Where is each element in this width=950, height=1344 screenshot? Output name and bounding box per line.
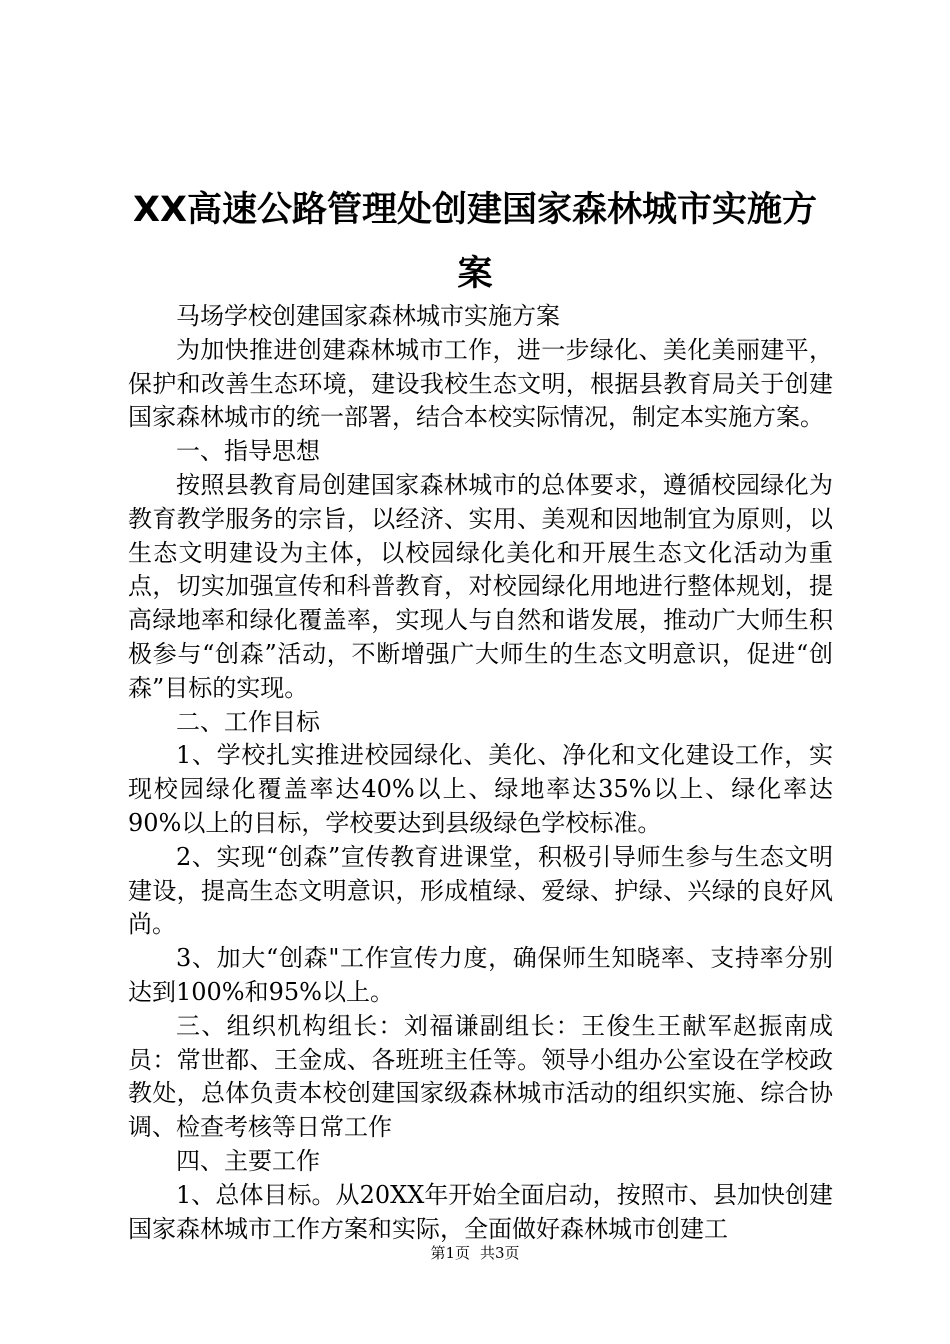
page-number: 第1页: [430, 1244, 470, 1262]
paragraph-guiding-ideology: 按照县教育局创建国家森林城市的总体要求，遵循校园绿化为教育教学服务的宗旨，以经济、实用、美观和因地制宜为原则，以生态文明建设为主体，以校园绿化美化和开展生态文化活动为重点，切实加强宣传和科普教育，对校园绿化用地进行整体规划，提高绿地率和绿化覆盖率，实现人与自然和谐发展，推动广大师生积极参与“创森”活动，不断增强广大师生的生态文明意识，促进“创森”目标的实现。: [128, 470, 833, 702]
document-body: [128, 300, 833, 1246]
page-total: 共3页: [480, 1244, 520, 1262]
paragraph-subtitle: 马场学校创建国家森林城市实施方案: [176, 302, 560, 330]
paragraph-goal-2: 2、实现“创森”宣传教育进课堂，积极引导师生参与生态文明建设，提高生态文明意识，形成植绿、爱绿、护绿、兴绿的良好风尚。: [128, 842, 833, 939]
document-title: XX高速公路管理处创建国家森林城市实施方案: [133, 190, 817, 294]
section-heading-guiding-ideology: 一、指导思想: [176, 437, 320, 466]
paragraph-goal-3: 3、加大“创森"工作宣传力度，确保师生知晓率、支持率分别达到100%和95%以上。: [128, 944, 833, 1006]
paragraph-intro: 为加快推进创建森林城市工作，进一步绿化、美化美丽建平，保护和改善生态环境，建设我校生态文明，根据县教育局关于创建国家森林城市的统一部署，结合本校实际情况，制定本实施方案。: [128, 335, 833, 432]
section-heading-work-goals: 二、工作目标: [176, 707, 320, 736]
section-heading-main-work: 四、主要工作: [176, 1146, 320, 1175]
paragraph-main-work-1: 1、总体目标。从20XX年开始全面启动，按照市、县加快创建国家森林城市工作方案和实际，全面做好森林城市创建工: [128, 1180, 833, 1243]
paragraph-goal-1: 1、学校扎实推进校园绿化、美化、净化和文化建设工作，实现校园绿化覆盖率达40%以上、绿地率达35%以上、绿化率达90%以上的目标，学校要达到县级绿色学校标准。: [128, 741, 833, 837]
paragraph-organization: 三、组织机构组长：刘福谦副组长：王俊生王献军赵振南成员：常世都、王金成、各班班主任等。领导小组办公室设在学校政教处，总体负责本校创建国家级森林城市活动的组织实施、综合协调、检查考核等日常工作: [128, 1011, 833, 1142]
page-footer: [0, 1243, 950, 1263]
